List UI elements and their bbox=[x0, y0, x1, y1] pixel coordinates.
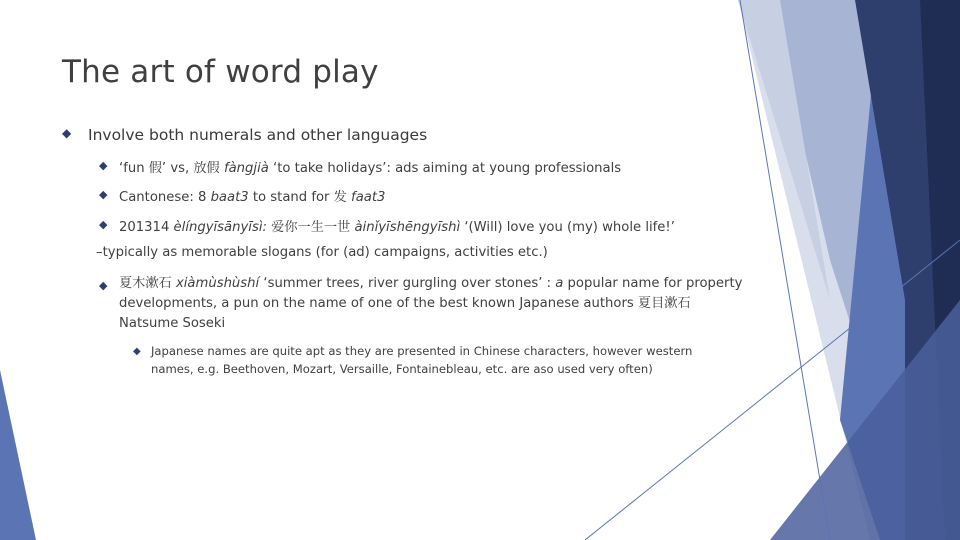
text-run: to stand for 发 bbox=[248, 190, 352, 205]
left-accent-strip bbox=[0, 370, 36, 540]
jyutping-text: faat3 bbox=[351, 190, 386, 205]
text-run: popular name for property developments, a pun on the name of one of the best known Japanese authors 夏目漱石 Natsume Soseki bbox=[119, 276, 743, 331]
text-run: ‘summer trees, river gurgling over stones’ : bbox=[259, 276, 556, 291]
bullet-text: Japanese names are quite apt as they are presented in Chinese characters, however western names, e.g. Beethoven, Mozart, Versaille, Fontainebleau, etc. are aso used very often) bbox=[151, 344, 693, 376]
bullet-text bbox=[119, 186, 385, 205]
pinyin-text: àinǐyīshēngyīshì bbox=[354, 220, 461, 235]
bullet-text bbox=[119, 274, 749, 334]
bullet-text bbox=[119, 216, 675, 235]
bullet-xiamu-shushi bbox=[99, 274, 749, 334]
slide-title: The art of word play bbox=[62, 54, 379, 90]
pinyin-text: fàngjià bbox=[223, 161, 269, 176]
bullet-text bbox=[119, 157, 621, 176]
text-run: 201314 bbox=[119, 220, 174, 235]
bullet-text: Involve both numerals and other languages bbox=[88, 126, 428, 144]
text-run: 夏木漱石 bbox=[119, 276, 176, 291]
diamond-bullet-icon: ◆ bbox=[99, 279, 108, 292]
text-run: 爱你一生一世 bbox=[266, 220, 355, 235]
bullet-japanese-names bbox=[133, 342, 733, 378]
text-run: ‘fun 假’ vs, 放假 bbox=[119, 161, 224, 176]
diamond-bullet-icon: ◆ bbox=[99, 218, 108, 231]
diamond-bullet-icon: ◆ bbox=[99, 188, 108, 201]
text-run: ‘to take holidays’: ads aiming at young professionals bbox=[268, 161, 622, 176]
diamond-bullet-icon: ◆ bbox=[133, 346, 141, 357]
jyutping-text: baat3 bbox=[210, 190, 249, 205]
text-run: Cantonese: 8 bbox=[119, 190, 211, 205]
text-run: ‘(Will) love you (my) whole life!’ bbox=[460, 220, 675, 235]
pinyin-text: xiàmùshùshí bbox=[175, 276, 260, 291]
diamond-bullet-icon: ◆ bbox=[99, 159, 108, 172]
pinyin-text: èlíngyīsānyīsì: bbox=[173, 220, 267, 235]
slogan-note: –typically as memorable slogans (for (ad) campaigns, activities etc.) bbox=[96, 245, 548, 260]
text-run-italic: a bbox=[555, 276, 564, 291]
diamond-bullet-icon: ◆ bbox=[62, 126, 72, 140]
